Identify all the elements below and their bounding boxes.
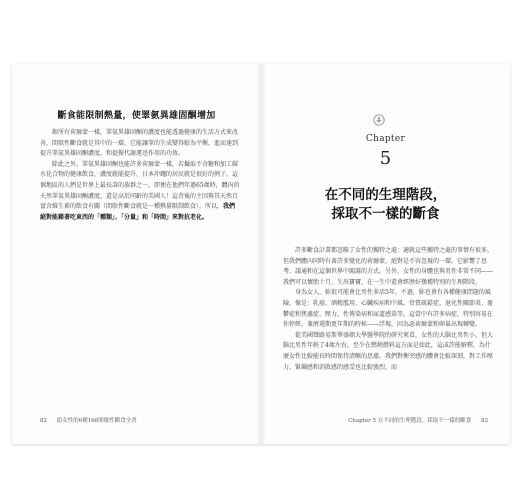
paragraph-text: 除此之外，睪氨異雄固酮也能許多荷爾蒙一樣，若攝取不含糖和加工碳水化合物的健康飲食，濃度就能提升，日本沖繩的居民就是很好的例子，這個地區的人們是世界上最長壽的族群之一，即便在他們年過65歲時，體內的天然睪氨異雄固酮濃度，還是高於同齡的美國人！這背後的主因與其天然且富含維生素的飲食有關（間歇性斷食就是一種熱量限制飲食），所以， — [40, 160, 240, 211]
chapter-title-line: 在不同的生理階段， — [324, 187, 447, 203]
chapter-number: 5 — [379, 148, 392, 169]
left-folio — [40, 416, 137, 424]
lotus-circle-icon — [373, 114, 385, 126]
running-title: 給女性的6種168間歇性斷食全書 — [56, 418, 137, 424]
left-page — [12, 64, 261, 444]
right-body-text — [283, 246, 495, 373]
chapter-title — [261, 186, 510, 224]
paragraph: 許多斷食計畫都忽略了女性的獨特之處：適就這些獨特之處的事情有很多，但我們體內同時有著許多變化的荷爾蒙，絕對是不容忽視的一環。它影響了思考、議通和在這個世界中闖蕩的方式。另外，女性的身體也與男性非常不同——我們可以懷胎十月，生出寶寶，在一生中還會經歷好幾種特別的生理階段。 — [283, 247, 494, 286]
chapter-label: Chapter — [365, 134, 406, 144]
page-number: 82 — [40, 418, 47, 424]
running-title: Chapter 5 在不同的生理階段，採取不一樣的斷食 — [348, 418, 472, 424]
right-page — [261, 64, 510, 444]
chapter-title-line: 採取不一樣的斷食 — [331, 206, 440, 222]
emphasized-text: 我們絕對能藉著吃東西的「種類」、「分量」和「時間」來對抗老化。 — [40, 203, 236, 221]
paragraph: 身為女人，妳很可能會比男性多活5年，不過，妳也會有各種健康問題的風險，像是：乳癌、酒精濫用、心臟疾病和中風、骨質疏鬆症、退化性關節炎、憂鬱症和焦慮症、壓力，性傳染病和尿道感染等。這當中有許多病症，特別容易在你停經、兼濟週期更年期的時候——浮現，因為惡荷爾蒙和卵巢出現轉變。 — [283, 289, 494, 329]
book-spread — [12, 64, 510, 444]
section-heading: 斷食能限制熱量，使睪氨異雄固酮增加 — [57, 111, 216, 121]
paragraph: 從美國聲路易斯華盛頓大學醫學院的研究來看，女性的大腦比男性小，但大腦比男性年輕了4歲左右，至少在燃燒燃料這方面是如此，這或許能解釋，為什麼女性比較能長時間保持清晰的思慮。我們對衡突感的體會比較深刻，對工作壓力，緊繃感和消敗感的感受也比較強烈，而 — [283, 331, 494, 371]
page-number: 83 — [481, 418, 488, 424]
paragraph: 銀所有荷爾蒙一樣，睪氨異雄固酮的濃度也能透過健康的生活方式來改善，間歇性斷食就是其中的一環。它能讓睪的生成變得較為平衡，進而達到提升睪氨異雄固酮濃度，和提振代謝運送作用的功效。 — [40, 129, 239, 158]
paragraph — [40, 160, 240, 224]
right-folio — [348, 416, 488, 424]
left-body-text — [40, 128, 240, 223]
